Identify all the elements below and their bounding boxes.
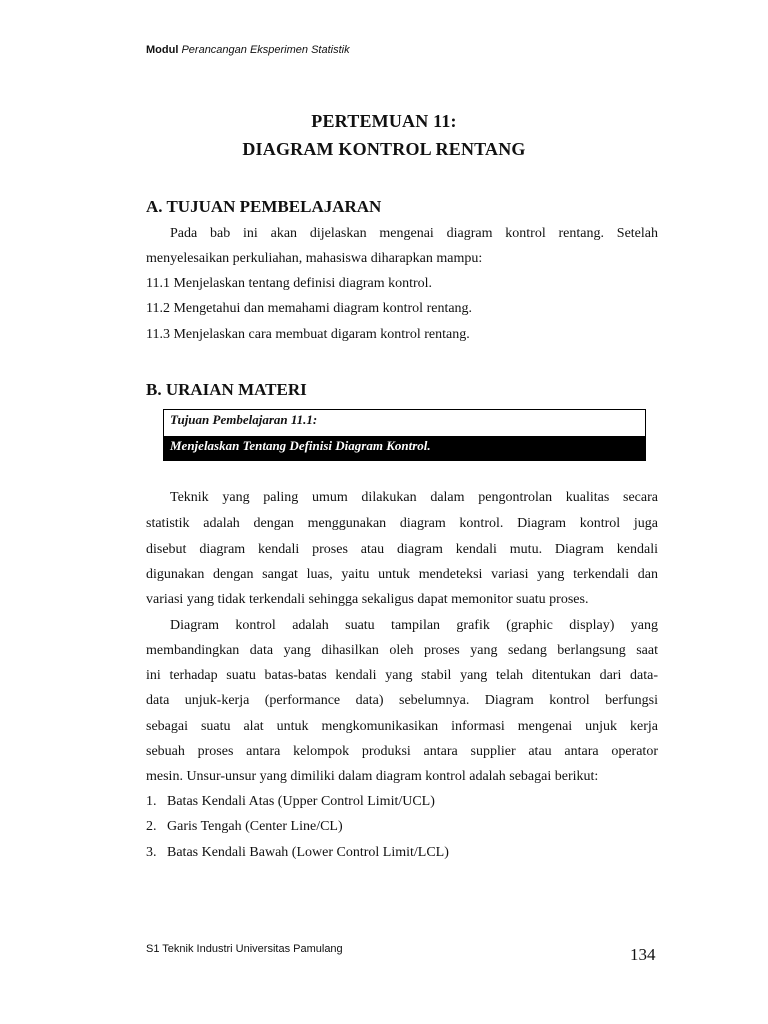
objective-box-title: Tujuan Pembelajaran 11.1: bbox=[170, 412, 318, 427]
p1-line: statistik adalah dengan menggunakan diagram kontrol. Diagram kontrol juga bbox=[146, 516, 658, 531]
running-header bbox=[146, 44, 350, 56]
page-number: 134 bbox=[630, 945, 656, 964]
p2-line: mesin. Unsur-unsur yang dimiliki dalam diagram kontrol adalah sebagai berikut: bbox=[146, 769, 599, 784]
p1-line: disebut diagram kendali proses atau diagram kendali mutu. Diagram kendali bbox=[146, 542, 658, 557]
objective-item: 11.3 Menjelaskan cara membuat digaram kontrol rentang. bbox=[146, 327, 470, 342]
p1-line: digunakan dengan sangat luas, yaitu untuk mendeteksi variasi yang terkendali dan bbox=[146, 567, 658, 582]
section-a-heading: A. TUJUAN PEMBELAJARAN bbox=[146, 197, 382, 216]
p2-line: membandingkan data yang dihasilkan oleh proses yang sedang berlangsung saat bbox=[146, 643, 658, 658]
p2-line: Diagram kontrol adalah suatu tampilan grafik (graphic display) yang bbox=[170, 618, 658, 633]
list-item: 3. Batas Kendali Bawah (Lower Control Limit/LCL) bbox=[146, 845, 449, 860]
objective-box-subtitle: Menjelaskan Tentang Definisi Diagram Kontrol. bbox=[164, 436, 645, 460]
p2-line: data unjuk-kerja (performance data) sebelumnya. Diagram kontrol berfungsi bbox=[146, 693, 658, 708]
list-item: 2. Garis Tengah (Center Line/CL) bbox=[146, 819, 343, 834]
p2-line: sebuah proses antara kelompok produksi antara supplier atau antara operator bbox=[146, 744, 658, 759]
a-para-line-1: Pada bab ini akan dijelaskan mengenai diagram kontrol rentang. Setelah bbox=[170, 226, 658, 241]
header-module-label: Modul bbox=[146, 44, 179, 56]
p2-line: ini terhadap suatu batas-batas kendali yang stabil yang telah ditentukan dari data- bbox=[146, 668, 658, 683]
chapter-title: DIAGRAM KONTROL RENTANG bbox=[242, 139, 526, 159]
learning-objective-box bbox=[163, 409, 646, 461]
page-footer: S1 Teknik Industri Universitas Pamulang bbox=[146, 943, 343, 955]
objective-item: 11.1 Menjelaskan tentang definisi diagram kontrol. bbox=[146, 276, 433, 291]
a-para-line-2: menyelesaikan perkuliahan, mahasiswa diharapkan mampu: bbox=[146, 251, 483, 266]
p1-line: Teknik yang paling umum dilakukan dalam pengontrolan kualitas secara bbox=[170, 490, 658, 505]
list-item: 1. Batas Kendali Atas (Upper Control Limit/UCL) bbox=[146, 794, 435, 809]
p2-line: sebagai suatu alat untuk mengkomunikasikan informasi mengenai unjuk kerja bbox=[146, 719, 658, 734]
section-b-heading: B. URAIAN MATERI bbox=[146, 380, 307, 399]
p1-line: variasi yang tidak terkendali sehingga sekaligus dapat memonitor suatu proses. bbox=[146, 592, 589, 607]
chapter-number: PERTEMUAN 11: bbox=[311, 111, 457, 131]
objective-item: 11.2 Mengetahui dan memahami diagram kontrol rentang. bbox=[146, 301, 473, 316]
header-course-title: Perancangan Eksperimen Statistik bbox=[181, 44, 350, 56]
